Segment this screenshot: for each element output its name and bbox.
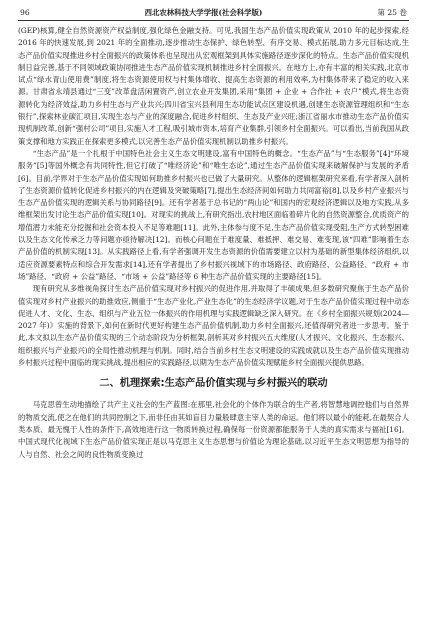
section-heading: 二、机理探索:生态产品价值实现与乡村振兴的联动 [99, 378, 328, 390]
journal-title: 西北农林科技大学学报(社会科学版) [144, 8, 263, 17]
running-header [18, 8, 409, 21]
paragraph-1: (GEP)核算,健全自然资源资产权益制度,强化绿色金融支持。可见,我国生态产品价值实现政策从 2010 年的起步探索,经 2016 年的快速发展,到 2021 年的全面推动,逐步推动生态保护、绿色转型、有序交易、模式拓展,助力多元目标达成,生态产品价值实现推进乡村全面振兴的政策体系也呈现出从宏观框架到具体实施路径逐步深化的特点。生态产品价值实现机制日益完善,基于不同领域政策协同推进生态产品价值实现机制推进乡村全面振兴。在地方上,亦有丰富的相关实践,北京市试点“绿水青山使用费”制度,将生态资源使用权与村集体增收、提高生态资源的利用效率,为村集体带来了稳定的收入来源。甘肃省永靖县通过“三变”改革盘活闲置资产,创立农业开发集团,采用“集团 + 企业 + 合作社 + 农户”模式,将生态资源转化为经济效益,助力乡村生态与产业共兴;四川省宝兴县利用生态功能试点区建设机遇,创建生态资源管理组织和“生态银行”,探索林业碳汇项目,实现生态与产业的深度融合,促进乡村组织、生态及产业兴旺;浙江省丽水市推动生态产品价值实现机制改革,创新“强村公司”项目,实施人才工程,吸引城市资本,培育产业集群,引领乡村全面振兴。可以看出,当前我国从政策支撑和地方实践正在探索更多模式,以完善生态产品价值实现机制以助推乡村振兴。 [18, 26, 409, 146]
paragraph-4: 马克思曾生动地描绘了共产主义社会的生产蓝图:在那里,社会化的个体作为联合的生产者,将智慧地调控他们与自然界的物质交流,使之在他们的共同控制之下,而非任由其如盲目力量般肆意主宰人类的命运。他们将以最小的能耗,在最契合人类本质、最无愧于人性的条件下,高效地进行这一物质转换过程,确保每一份资源都能服务于人类的真实需求与福祉[16]。中国式现代化视域下生态产品价值实现正是以马克思主义生态思想与价值论为理论基础,以习近平生态文明思想为指导的人与自然、社会之间的良性物质变换过 [18, 400, 409, 459]
article-body [18, 25, 409, 461]
page-number: 96 [20, 8, 30, 17]
volume-label: 第 25 卷 [377, 8, 407, 17]
paragraph-3: 现有研究从多维视角探讨生态产品价值实现对乡村振兴的促进作用,并取得了丰硕成果,但多数研究聚焦于生态产品价值实现对乡村产业振兴的助推效应,侧重于“生态产业化,产业生态化”的生态经济学议题,对于生态产品价值实现过程中动态促进人才、文化、生态、组织与产业五位一体振兴的作用机理与实践逻辑缺乏深入研究。在《乡村全面振兴规划(2024—2027 年)》实施的背景下,如何在新时代更好构建生态产品价值机制,助力乡村全面振兴,还值得研究者进一步思考。鉴于此,本文拟以生态产品价值实现的三个动态阶段为分析框架,剖析其对乡村振兴五大维度(人才振兴、文化振兴、生态振兴、组织振兴与产业振兴)的全局性推动机理与机制。同时,结合当前乡村生态文明建设的实践成就以及生态产品价值实现推动乡村振兴过程中面临的现实挑战,提出相应的实践路径,以期为生态产品价值实现赋能乡村全面振兴提供思路。 [18, 284, 409, 368]
paragraph-2: “生态产品”是一个扎根于中国特色社会主义生态文明建设,富有中国特色的概念。“生态产品”与“生态服务”[4]“环境服务”[5]等国外概念有共同特性,但它打破了“唯经济论”和“唯生态论”,通过生态产品价值实现来破解保护与发展的矛盾[6]。目前,学界对于生态产品价值实现如何助推乡村振兴也已做了大量研究。从整体的逻辑框架研究来看,有学者深入剖析了生态资源价值转化促进乡村振兴的内在逻辑及突破策略[7],提出生态经济间如何助力共同富裕[8],以及乡村产业振兴与生态产品价值实现的逻辑关系与协同路径[9]。还有学者基于总书记的“两山论”和国内的宏观经济逻辑以及地方实践,从多维框架出发讨论生态产品价值实现[10]。对现实的挑战上,有研究指出,农村地区面临着碎片化的自然资源整合,优质资产的增值潜力未能充分挖掘和社会资本投入不足等难题[11]。此外,主体参与度不足,生态产品价值实现受阻,生产方式转型困难以及生态文化传承乏力等问题亦亟待解决[12]。而核心问题在于难度量、难抵押、难交易、难变现,该“四难”影响着生态产品价值的机制实现[13]。从实践路径上看,有学者强调开发生态资源的价值需要建立以村为基础的新型集体经济组织,以适应资源要素特点和综合开发需求[14],还有学者提出了乡村振兴视域下的市场路径、政府路径、公益路径、“政府 + 市场”路径、“政府 + 公益”路径、“市场 + 公益”路径等 6 种生态产品价值实现的主要路径[15]。 [18, 148, 409, 281]
